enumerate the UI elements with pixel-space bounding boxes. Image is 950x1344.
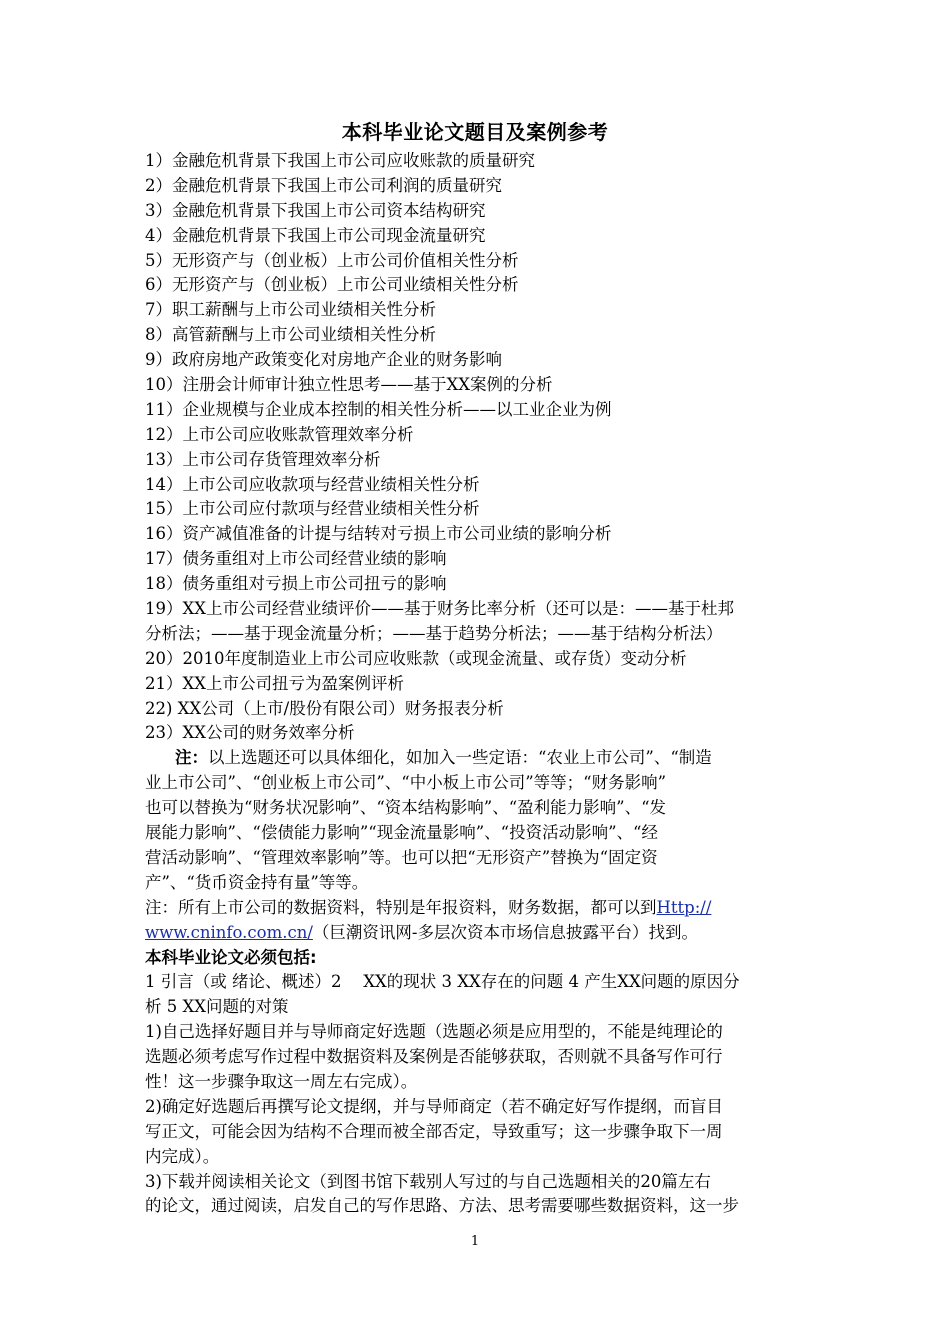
- step-line: 2)确定好选题后再撰写论文提纲，并与导师商定（若不确定好写作提纲，而盲目: [145, 1096, 723, 1116]
- topic-item: 6）无形资产与（创业板）上市公司业绩相关性分析: [145, 275, 519, 295]
- note-line: 营活动影响”、“管理效率影响”等。也可以把“无形资产”替换为“固定资: [145, 847, 658, 867]
- outline-line-2: 析 5 XX问题的对策: [145, 997, 289, 1017]
- topic-item: 11）企业规模与企业成本控制的相关性分析——以工业企业为例: [145, 399, 612, 419]
- topic-item: 13）上市公司存货管理效率分析: [145, 449, 381, 469]
- note-line: [145, 746, 813, 771]
- note-line: 业上市公司”、“创业板上市公司”、“中小板上市公司”等等；“财务影响”: [145, 773, 667, 793]
- data-source-note-line-1: [145, 896, 813, 921]
- step-line: 选题必须考虑写作过程中数据资料及案例是否能够获取，否则就不具备写作可行: [145, 1047, 723, 1067]
- page-number: 1: [470, 1234, 480, 1249]
- topic-item: 20）2010年度制造业上市公司应收账款（或现金流量、或存货）变动分析: [145, 648, 687, 668]
- topic-item: 15）上市公司应付款项与经营业绩相关性分析: [145, 499, 480, 519]
- step-line: 3)下载并阅读相关论文（到图书馆下载别人写过的与自己选题相关的20篇左右: [145, 1171, 711, 1191]
- section-heading: 本科毕业论文必须包括:: [145, 947, 317, 967]
- topic-item: 1）金融危机背景下我国上市公司应收账款的质量研究: [145, 151, 535, 170]
- topic-item: 5）无形资产与（创业板）上市公司价值相关性分析: [145, 250, 519, 270]
- topic-item: 4）金融危机背景下我国上市公司现金流量研究: [145, 225, 486, 245]
- topic-item: 18）债务重组对亏损上市公司扭亏的影响: [145, 574, 447, 594]
- step-line: 的论文，通过阅读，启发自己的写作思路、方法、思考需要哪些数据资料，这一步: [145, 1196, 739, 1216]
- step-line: 性！这一步骤争取这一周左右完成）。: [145, 1071, 418, 1091]
- topic-item: 10）注册会计师审计独立性思考——基于XX案例的分析: [145, 375, 553, 395]
- topic-item: 23）XX公司的财务效率分析: [145, 723, 355, 743]
- topic-item: 16）资产减值准备的计提与结转对亏损上市公司业绩的影响分析: [145, 524, 612, 544]
- note-text: 以上选题还可以具体细化，如加入一些定语：“农业上市公司”、“制造: [208, 748, 712, 768]
- outline-line-1: 1 引言（或 绪论、概述）2 XX的现状 3 XX存在的问题 4 产生XX问题的原因分: [145, 972, 740, 992]
- topic-item: 14）上市公司应收款项与经营业绩相关性分析: [145, 474, 480, 494]
- topic-item: 22) XX公司（上市/股份有限公司）财务报表分析: [145, 698, 504, 718]
- step-line: 写正文，可能会因为结构不合理而被全部否定，导致重写；这一步骤争取下一周: [145, 1121, 723, 1141]
- step-line: 内完成）。: [145, 1146, 220, 1166]
- step-line: 1)自己选择好题目并与导师商定好选题（选题必须是应用型的，不能是纯理论的: [145, 1022, 723, 1042]
- topic-19-line-2: 分析法；——基于现金流量分析；——基于趋势分析法；——基于结构分析法）: [145, 623, 723, 643]
- topic-item: 7）职工薪酬与上市公司业绩相关性分析: [145, 300, 436, 320]
- topic-item: 2）金融危机背景下我国上市公司利润的质量研究: [145, 175, 502, 195]
- cninfo-link-part-1[interactable]: Http://: [656, 897, 712, 917]
- data-source-prefix: 注：所有上市公司的数据资料，特别是年报资料，财务数据，都可以到: [145, 897, 657, 917]
- data-source-suffix: （巨潮资讯网-多层次资本市场信息披露平台）找到。: [312, 922, 698, 942]
- topic-item: 12）上市公司应收账款管理效率分析: [145, 424, 414, 444]
- document-body: [145, 149, 813, 1219]
- note-line: 产”、“货币资金持有量”等等。: [145, 872, 369, 892]
- data-source-note-line-2: [145, 921, 813, 946]
- note-line: 展能力影响”、“偿债能力影响”“现金流量影响”、“投资活动影响”、“经: [145, 823, 658, 843]
- document-title: 本科毕业论文题目及案例参考: [341, 120, 609, 144]
- topic-item: 17）债务重组对上市公司经营业绩的影响: [145, 549, 447, 569]
- cninfo-link-part-2[interactable]: www.cninfo.com.cn/: [145, 922, 313, 942]
- topic-item: 9）政府房地产政策变化对房地产企业的财务影响: [145, 350, 502, 370]
- topic-item: 3）金融危机背景下我国上市公司资本结构研究: [145, 200, 486, 220]
- topic-19-line-1: 19）XX上市公司经营业绩评价——基于财务比率分析（还可以是：——基于杜邦: [145, 599, 734, 619]
- note-label: 注：: [175, 748, 208, 768]
- topic-item: 8）高管薪酬与上市公司业绩相关性分析: [145, 325, 436, 345]
- topic-item: 21）XX上市公司扭亏为盈案例评析: [145, 673, 404, 693]
- note-line: 也可以替换为“财务状况影响”、“资本结构影响”、“盈利能力影响”、“发: [145, 798, 667, 818]
